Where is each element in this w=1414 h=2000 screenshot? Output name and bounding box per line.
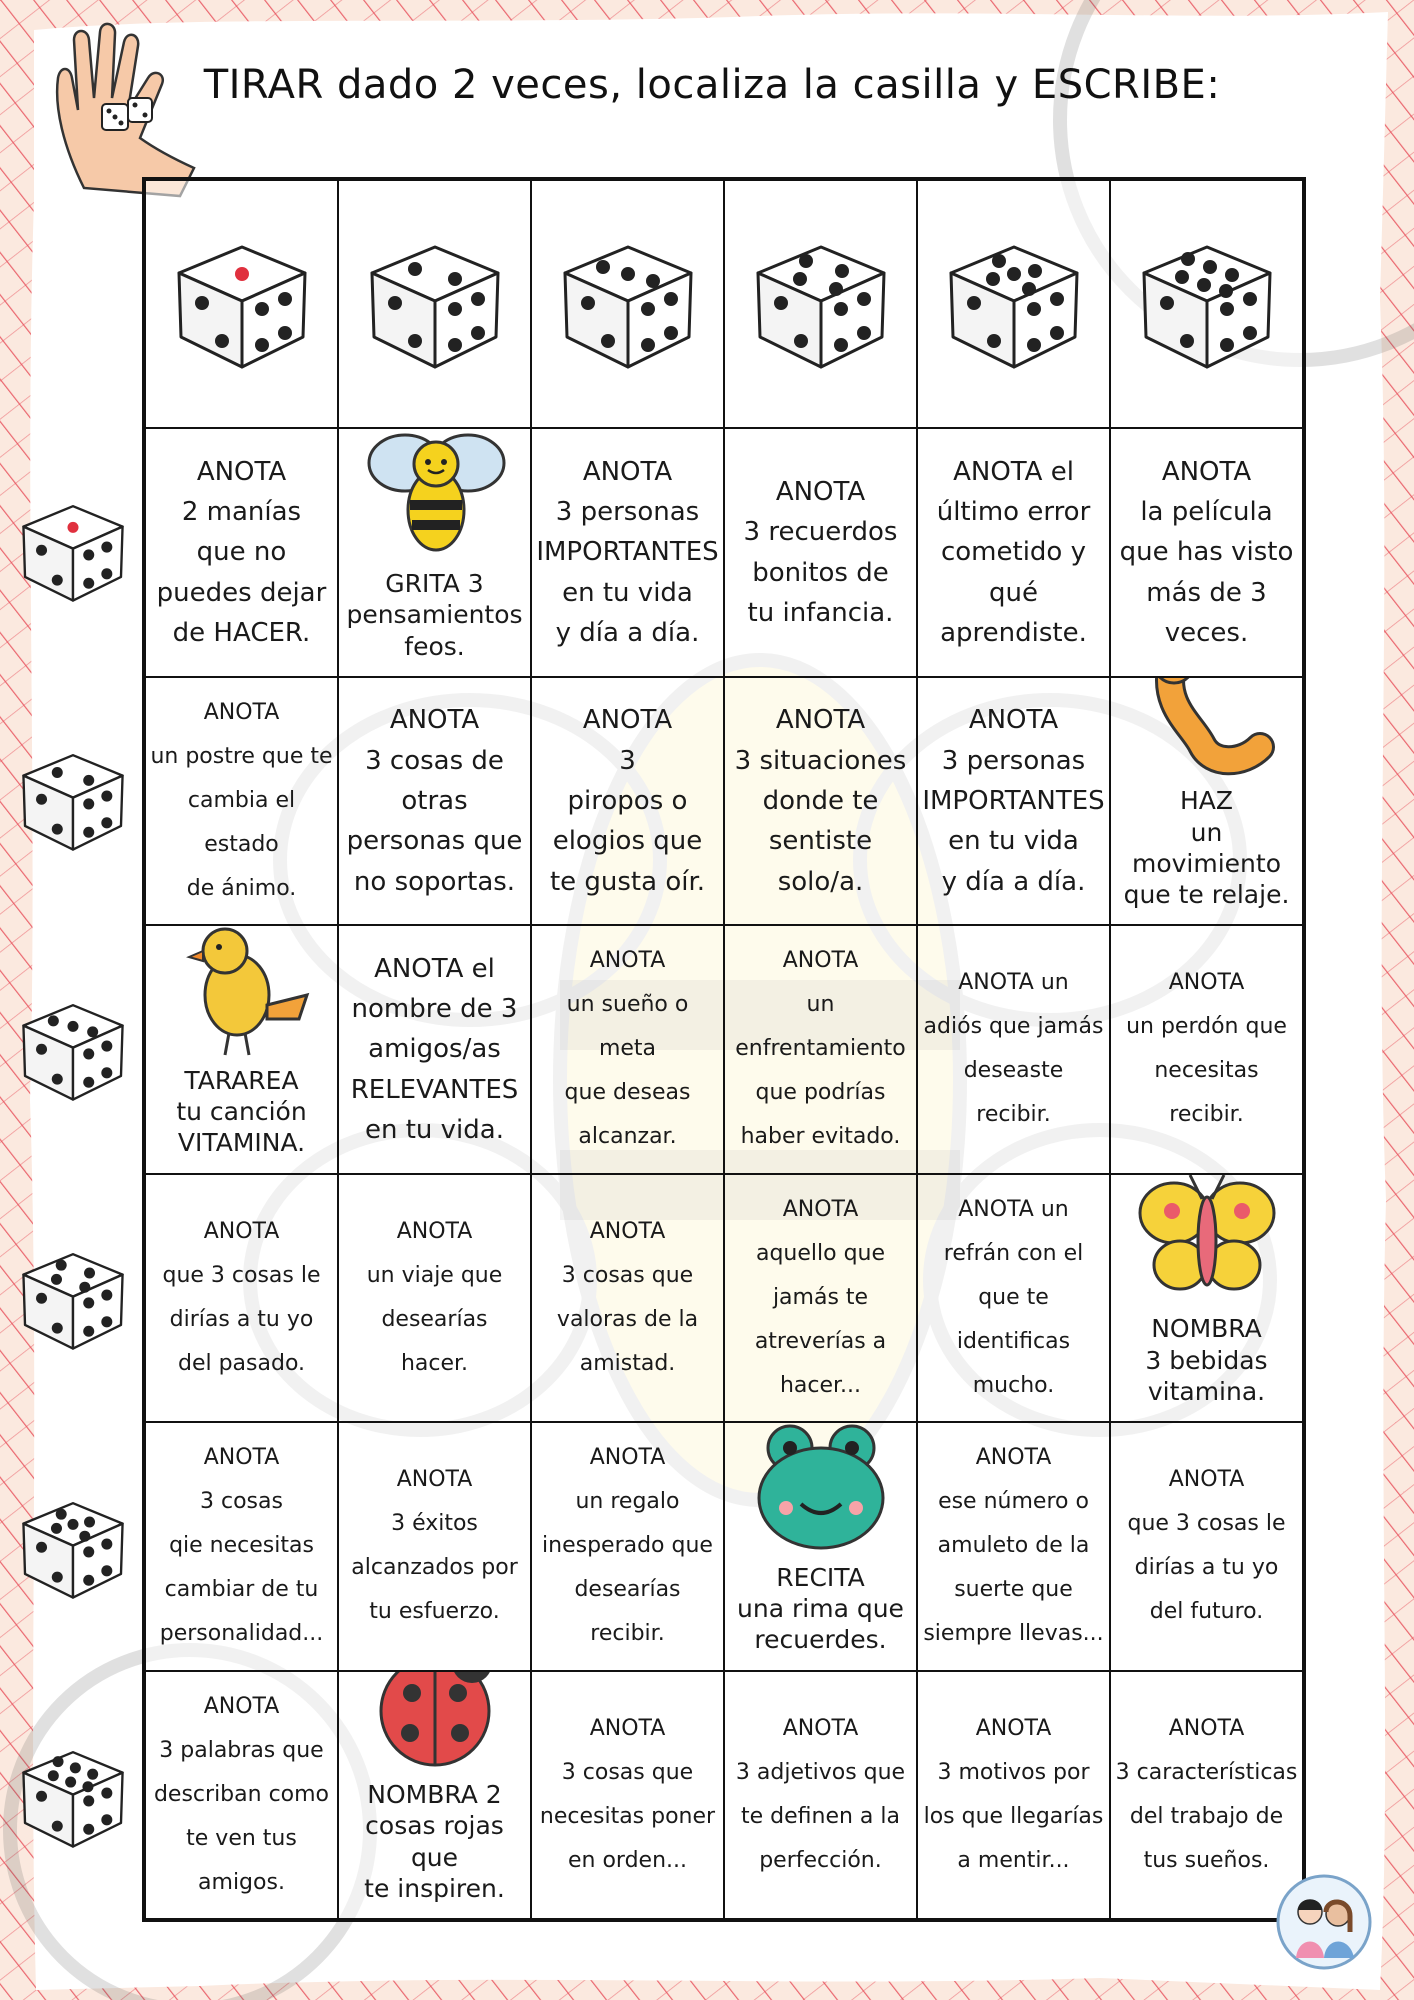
ladybug-icon	[360, 1671, 510, 1779]
page-title: TIRAR dado 2 veces, localiza la casilla y ESCRIBE:	[203, 62, 1221, 108]
row-die-4	[14, 1240, 132, 1358]
board-cell-r3-c2	[338, 925, 531, 1173]
header-die-2	[338, 180, 531, 428]
cell-text: ANOTA un postre que te cambia el estado de ánimo.	[150, 700, 333, 902]
board-cell-r4-c5	[917, 1174, 1110, 1422]
cell-text: NOMBRA 3 bebidas vitamina.	[1145, 1314, 1268, 1406]
cell-text: ANOTA un refrán con el que te identificas mucho.	[943, 1196, 1084, 1398]
row-die-6	[14, 1738, 132, 1856]
cell-text: ANOTA 3 características del trabajo de tus sueños.	[1115, 1715, 1298, 1873]
board-cell-r6-c5	[917, 1671, 1110, 1919]
board-cell-r3-c5	[917, 925, 1110, 1173]
board-cell-r4-c2	[338, 1174, 531, 1422]
bird-icon	[167, 925, 317, 1065]
header-die-5	[917, 180, 1110, 428]
hand-with-dice-icon	[44, 18, 214, 198]
cell-text: TARAREA tu canción VITAMINA.	[176, 1065, 307, 1158]
cell-text: ANOTA 3 personas IMPORTANTES en tu vida y día a día.	[922, 705, 1105, 897]
board-cell-r6-c1	[145, 1671, 338, 1919]
board-cell-r1-c6	[1110, 428, 1303, 676]
cell-text: ANOTA 3 piropos o elogios que te gusta oír.	[549, 705, 706, 897]
board-cell-r6-c4	[724, 1671, 917, 1919]
board-cell-r4-c6	[1110, 1174, 1303, 1422]
die-icon	[553, 229, 703, 379]
board-cell-r4-c3	[531, 1174, 724, 1422]
board-cell-r5-c4	[724, 1422, 917, 1670]
die-icon	[939, 229, 1089, 379]
butterfly-icon	[1132, 1174, 1282, 1314]
cell-text: ANOTA 3 personas IMPORTANTES en tu vida y día a día.	[536, 456, 719, 649]
cell-text: ANOTA un sueño o meta que deseas alcanzar.	[564, 948, 691, 1150]
cell-text: ANOTA que 3 cosas le dirías a tu yo del pasado.	[162, 1218, 321, 1376]
cell-text: ANOTA un viaje que desearías hacer.	[366, 1218, 503, 1376]
die-icon	[360, 229, 510, 379]
cell-text: ANOTA 3 motivos por los que llegarías a mentir...	[923, 1715, 1104, 1873]
frog-icon	[746, 1422, 896, 1562]
board-cell-r3-c3	[531, 925, 724, 1173]
board-cell-r6-c2	[338, 1671, 531, 1919]
bee-icon	[360, 428, 510, 568]
board-cell-r5-c6	[1110, 1422, 1303, 1670]
cell-text: ANOTA 3 éxitos alcanzados por tu esfuerzo.	[351, 1467, 518, 1625]
worm-icon	[1132, 677, 1282, 785]
cell-text: ANOTA 2 manías que no puedes dejar de HACER.	[156, 456, 327, 649]
board-cell-r5-c3	[531, 1422, 724, 1670]
author-logo	[1274, 1872, 1374, 1972]
cell-text: ANOTA 3 adjetivos que te definen a la perfección.	[735, 1715, 906, 1873]
cell-text: ANOTA aquello que jamás te atreverías a hacer...	[754, 1196, 887, 1398]
cell-text: ANOTA 3 recuerdos bonitos de tu infancia.	[743, 477, 898, 628]
header-die-1	[145, 180, 338, 428]
cell-text: ANOTA un enfrentamiento que podrías haber evitado.	[735, 948, 906, 1150]
die-icon	[1132, 229, 1282, 379]
cell-text: ANOTA 3 cosas que valoras de la amistad.	[556, 1218, 699, 1376]
die-icon	[746, 229, 896, 379]
row-die-2	[14, 741, 132, 859]
board-cell-r1-c5	[917, 428, 1110, 676]
row-die-3	[14, 991, 132, 1109]
board-cell-r2-c1	[145, 677, 338, 925]
cell-text: ANOTA ese número o amuleto de la suerte que siempre llevas...	[923, 1445, 1104, 1647]
board-cell-r4-c4	[724, 1174, 917, 1422]
cell-text: ANOTA 3 cosas qie necesitas cambiar de tu personalidad...	[159, 1445, 324, 1647]
board-cell-r5-c1	[145, 1422, 338, 1670]
board-cell-r1-c4	[724, 428, 917, 676]
board-cell-r2-c2	[338, 677, 531, 925]
header-die-4	[724, 180, 917, 428]
board-cell-r2-c3	[531, 677, 724, 925]
cell-text: ANOTA un regalo inesperado que desearías recibir.	[542, 1445, 713, 1647]
cell-text: ANOTA 3 cosas de otras personas que no soportas.	[346, 705, 523, 897]
board-cell-r5-c2	[338, 1422, 531, 1670]
header-die-6	[1110, 180, 1303, 428]
board-grid	[142, 177, 1306, 1922]
board-cell-r1-c2	[338, 428, 531, 676]
cell-text: ANOTA un adiós que jamás deseaste recibir.	[923, 970, 1104, 1128]
cell-text: RECITA una rima que recuerdes.	[737, 1562, 904, 1655]
cell-text: NOMBRA 2 cosas rojas que te inspiren.	[364, 1780, 505, 1903]
board-cell-r4-c1	[145, 1174, 338, 1422]
row-die-5	[14, 1489, 132, 1607]
board-cell-r3-c4	[724, 925, 917, 1173]
board-cell-r2-c5	[917, 677, 1110, 925]
board-cell-r6-c3	[531, 1671, 724, 1919]
cell-text: ANOTA 3 cosas que necesitas poner en orden...	[539, 1715, 716, 1873]
row-die-1	[14, 492, 132, 610]
cell-text: ANOTA el último error cometido y qué aprendiste.	[936, 456, 1091, 649]
header-die-3	[531, 180, 724, 428]
cell-text: ANOTA 3 palabras que describan como te ven tus amigos.	[153, 1693, 330, 1895]
board-cell-r2-c6	[1110, 677, 1303, 925]
cell-text: ANOTA la película que has visto más de 3 veces.	[1119, 456, 1294, 649]
board-cell-r3-c6	[1110, 925, 1303, 1173]
board-cell-r3-c1	[145, 925, 338, 1173]
board-cell-r5-c5	[917, 1422, 1110, 1670]
board-cell-r1-c1	[145, 428, 338, 676]
die-icon	[167, 229, 317, 379]
cell-text: ANOTA 3 situaciones donde te sentiste solo/a.	[734, 705, 907, 897]
board-cell-r1-c3	[531, 428, 724, 676]
cell-text: ANOTA que 3 cosas le dirías a tu yo del futuro.	[1127, 1467, 1286, 1625]
board-cell-r2-c4	[724, 677, 917, 925]
cell-text: ANOTA un perdón que necesitas recibir.	[1126, 970, 1287, 1128]
cell-text: ANOTA el nombre de 3 amigos/as RELEVANTES en tu vida.	[350, 953, 519, 1145]
cell-text: GRITA 3 pensamientos feos.	[346, 569, 523, 661]
cell-text: HAZ un movimiento que te relaje.	[1123, 786, 1290, 910]
